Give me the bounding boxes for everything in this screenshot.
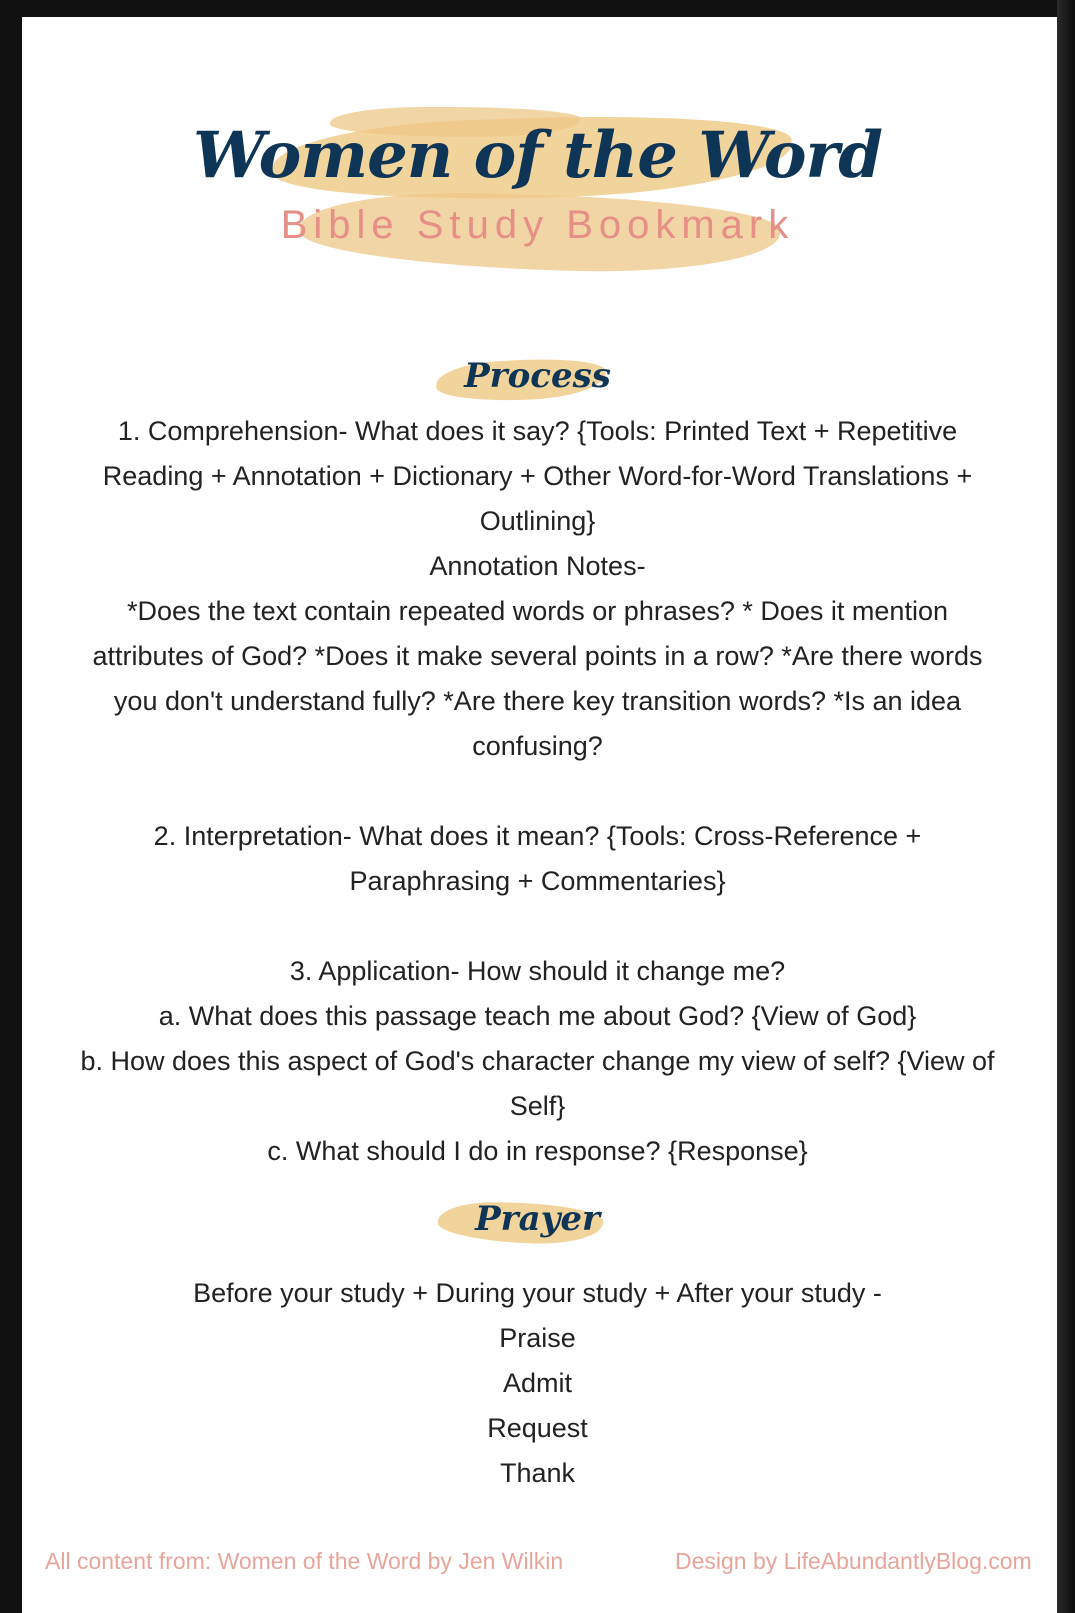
- annotation-notes-questions: *Does the text contain repeated words or phrases? * Does it mention attributes of God? *Does it make several points in a row? *Are there words you don't understand fully? *Are there key transition words? *Is an idea confusing?: [92, 596, 983, 761]
- prayer-heading: Prayer: [475, 1199, 600, 1239]
- footer-design-credit: Design by LifeAbundantlyBlog.com: [675, 1548, 1032, 1574]
- process-step-interpretation: 2. Interpretation- What does it mean? {Tools: Cross-Reference + Paraphrasing + Commentaries}: [153, 821, 922, 896]
- prayer-step-thank: Thank: [499, 1458, 576, 1488]
- prayer-timing: Before your study + During your study + After your study -: [193, 1278, 882, 1308]
- process-heading: Process: [464, 356, 611, 396]
- application-item-b: b. How does this aspect of God's character change my view of self? {View of Self}: [80, 1046, 995, 1121]
- application-item-c: c. What should I do in response? {Response}: [267, 1136, 808, 1166]
- prayer-step-request: Request: [487, 1413, 588, 1443]
- page-title: Women of the Word: [193, 118, 882, 193]
- process-body: [70, 409, 1005, 1174]
- page-subtitle: Bible Study Bookmark: [280, 203, 795, 247]
- prayer-body: [70, 1271, 1005, 1496]
- application-item-a: a. What does this passage teach me about God? {View of God}: [158, 1001, 917, 1031]
- process-step-comprehension: 1. Comprehension- What does it say? {Tools: Printed Text + Repetitive Reading + Annotation + Dictionary + Other Word-for-Word Translations + Outlining}: [102, 416, 973, 536]
- prayer-step-admit: Admit: [502, 1368, 573, 1398]
- process-step-application: 3. Application- How should it change me?: [289, 956, 786, 986]
- prayer-step-praise: Praise: [499, 1323, 576, 1353]
- annotation-notes-label: Annotation Notes-: [429, 551, 646, 581]
- footer-credit: All content from: Women of the Word by Jen Wilkin: [45, 1548, 564, 1574]
